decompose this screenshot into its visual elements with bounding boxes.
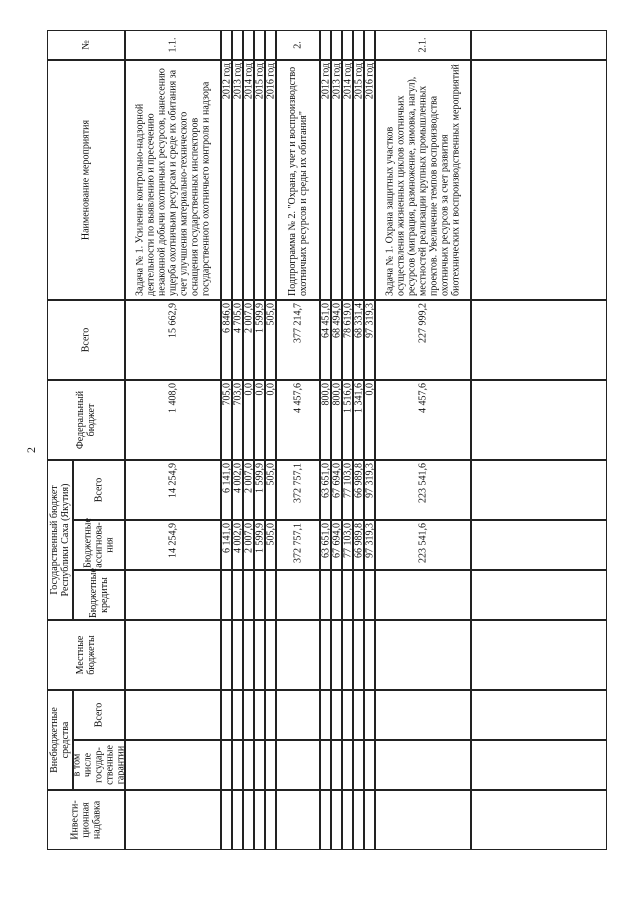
header-off-guarantees: в том числе государ-ственные гарантии — [71, 745, 127, 785]
year-row-total-cell — [364, 300, 375, 380]
year-row-local-cell — [232, 620, 243, 690]
year-row-off-guarantees-cell — [254, 740, 265, 790]
header-name-cell — [47, 60, 125, 300]
row-state-alloc: 14 254,9 — [167, 523, 179, 558]
row-name: Подпрограмма № 2. "Охрана, учет и воспроизводство охотничьих ресурсов и среды их обитания" — [287, 66, 309, 296]
year-row-name: 2012 год — [320, 63, 331, 100]
year-row-federal: 0,0 — [243, 383, 254, 396]
year-row-name: 2016 год — [265, 63, 276, 100]
year-row-federal-cell — [364, 380, 375, 460]
year-row-state-alloc-cell — [342, 520, 353, 570]
empty-off-total-cell — [471, 690, 607, 740]
year-row-total-cell — [353, 300, 364, 380]
year-row-off-guarantees-cell — [342, 740, 353, 790]
year-row-federal-cell — [331, 380, 342, 460]
row-num: 1.1. — [167, 37, 179, 53]
header-off-total: Всего — [93, 702, 105, 728]
year-row-num-cell — [364, 30, 375, 60]
year-row-state-total-cell — [320, 460, 331, 520]
header-state-credits: Бюджетные кредиты — [88, 568, 110, 618]
header-state-total: Всего — [93, 477, 105, 503]
year-row-name-cell — [265, 60, 276, 300]
year-row-state-total: 505,0 — [265, 463, 276, 486]
year-row-local-cell — [342, 620, 353, 690]
header-federal: Федеральный бюджет — [75, 390, 97, 450]
row-investment-cell — [276, 790, 320, 850]
year-row-federal: 800,0 — [331, 383, 342, 406]
row-state-alloc-cell — [125, 520, 221, 570]
year-row-off-total-cell — [342, 690, 353, 740]
year-row-state-total: 4 002,0 — [232, 463, 243, 493]
year-row-state-alloc-cell — [331, 520, 342, 570]
row-state-total: 223 541,6 — [417, 463, 429, 503]
empty-state-credits-cell — [471, 570, 607, 620]
header-federal-cell — [47, 380, 125, 460]
year-row-local-cell — [221, 620, 232, 690]
year-row-state-alloc-cell — [232, 520, 243, 570]
row-name: Задача № 1. Усиление контрольно-надзорной деятельности по выявлению и пресечению незаконной добычи охотничьих ресурсов, нанесению ущерба охотничьим ресурсам и среде их обитания за счет улучшения материально-технического оснащения государственных инспекторов государственного охотничьего контроля и надзора — [134, 68, 212, 296]
year-row-state-credits-cell — [254, 570, 265, 620]
year-row-state-alloc-cell — [243, 520, 254, 570]
year-row-num-cell — [265, 30, 276, 60]
header-state-credits-cell — [73, 570, 125, 620]
row-num-cell — [276, 30, 320, 60]
year-row-local-cell — [243, 620, 254, 690]
year-row-name-cell — [320, 60, 331, 300]
row-local-cell — [375, 620, 471, 690]
row-federal: 4 457,6 — [292, 383, 304, 413]
year-row-num-cell — [243, 30, 254, 60]
year-row-federal-cell — [353, 380, 364, 460]
year-row-off-total-cell — [320, 690, 331, 740]
year-row-off-guarantees-cell — [353, 740, 364, 790]
year-row-federal: 0,0 — [254, 383, 265, 396]
year-row-state-total-cell — [353, 460, 364, 520]
year-row-off-total-cell — [353, 690, 364, 740]
year-row-state-total-cell — [364, 460, 375, 520]
year-row-state-alloc-cell — [265, 520, 276, 570]
year-row-off-total-cell — [331, 690, 342, 740]
year-row-total-cell — [265, 300, 276, 380]
header-name: Наименование мероприятия — [80, 119, 92, 241]
header-num-cell — [47, 30, 125, 60]
year-row-investment-cell — [353, 790, 364, 850]
year-row-state-total-cell — [331, 460, 342, 520]
year-row-state-total: 97 319,3 — [364, 463, 375, 498]
row-off-guarantees-cell — [375, 740, 471, 790]
year-row-state-alloc: 67 694,0 — [331, 523, 342, 558]
year-row-total: 64 451,0 — [320, 303, 331, 338]
year-row-num-cell — [331, 30, 342, 60]
year-row-investment-cell — [320, 790, 331, 850]
year-row-off-guarantees-cell — [221, 740, 232, 790]
row-federal: 4 457,6 — [417, 383, 429, 413]
year-row-federal-cell — [265, 380, 276, 460]
year-row-federal: 1 516,0 — [342, 383, 353, 413]
year-row-name: 2016 год — [364, 63, 375, 100]
header-state: Государственный бюджет Республики Саха (Якутия) — [49, 483, 71, 597]
header-off-total-cell — [73, 690, 125, 740]
year-row-federal: 0,0 — [265, 383, 276, 396]
year-row-name: 2013 год — [232, 63, 243, 100]
year-row-total-cell — [320, 300, 331, 380]
row-state-alloc-cell — [276, 520, 320, 570]
row-name: Задача № 1. Охрана защитных участков осуществления жизненных циклов охотничьих ресурсов (миграция, размножение, зимовка, нагул), местностей реализации крупных промышленных проектов. Увеличение темпов воспроизводства охотничьих ресурсов за счет развития биотехнических и воспроизводственных мероприятий — [384, 64, 462, 296]
row-state-total-cell — [125, 460, 221, 520]
year-row-investment-cell — [331, 790, 342, 850]
row-state-alloc-cell — [375, 520, 471, 570]
year-row-state-credits-cell — [243, 570, 254, 620]
year-row-off-total-cell — [254, 690, 265, 740]
year-row-state-alloc-cell — [320, 520, 331, 570]
year-row-federal: 800,0 — [320, 383, 331, 406]
year-row-name-cell — [342, 60, 353, 300]
empty-name-cell — [471, 60, 607, 300]
row-num-cell — [375, 30, 471, 60]
row-local-cell — [125, 620, 221, 690]
row-off-total-cell — [375, 690, 471, 740]
year-row-federal-cell — [342, 380, 353, 460]
year-row-off-guarantees-cell — [364, 740, 375, 790]
year-row-state-total-cell — [243, 460, 254, 520]
page-number: 2 — [24, 447, 38, 453]
header-investment-cell — [47, 790, 125, 850]
year-row-state-alloc: 6 141,0 — [221, 523, 232, 553]
year-row-investment-cell — [243, 790, 254, 850]
header-offbudget-cell — [47, 690, 73, 790]
year-row-state-alloc: 77 103,0 — [342, 523, 353, 558]
year-row-off-guarantees-cell — [320, 740, 331, 790]
year-row-state-alloc: 505,0 — [265, 523, 276, 546]
year-row-num-cell — [232, 30, 243, 60]
year-row-local-cell — [331, 620, 342, 690]
header-offbudget: Внебюджетные средства — [49, 707, 71, 773]
year-row-total-cell — [243, 300, 254, 380]
year-row-state-total: 1 599,9 — [254, 463, 265, 493]
year-row-state-alloc-cell — [221, 520, 232, 570]
empty-num-cell — [471, 30, 607, 60]
year-row-name-cell — [364, 60, 375, 300]
year-row-investment-cell — [342, 790, 353, 850]
row-total-cell — [276, 300, 320, 380]
year-row-total-cell — [342, 300, 353, 380]
row-state-alloc: 372 757,1 — [292, 523, 304, 563]
year-row-state-credits-cell — [331, 570, 342, 620]
year-row-state-credits-cell — [342, 570, 353, 620]
year-row-total: 78 619,0 — [342, 303, 353, 338]
year-row-num-cell — [353, 30, 364, 60]
row-investment-cell — [125, 790, 221, 850]
row-off-guarantees-cell — [276, 740, 320, 790]
year-row-total-cell — [221, 300, 232, 380]
year-row-state-total-cell — [232, 460, 243, 520]
year-row-investment-cell — [232, 790, 243, 850]
year-row-total: 4 705,0 — [232, 303, 243, 333]
year-row-state-credits-cell — [320, 570, 331, 620]
year-row-off-guarantees-cell — [232, 740, 243, 790]
row-total: 377 214,7 — [292, 303, 304, 343]
year-row-state-total: 6 141,0 — [221, 463, 232, 493]
year-row-name: 2013 год — [331, 63, 342, 100]
header-off-guarantees-cell — [73, 740, 125, 790]
row-off-guarantees-cell — [125, 740, 221, 790]
year-row-name-cell — [221, 60, 232, 300]
row-num-cell — [125, 30, 221, 60]
year-row-num-cell — [320, 30, 331, 60]
year-row-investment-cell — [265, 790, 276, 850]
year-row-name: 2014 год — [342, 63, 353, 100]
year-row-off-guarantees-cell — [265, 740, 276, 790]
header-state-alloc: Бюджетные ассигнова-ния — [82, 518, 116, 568]
row-state-total-cell — [276, 460, 320, 520]
year-row-total-cell — [331, 300, 342, 380]
row-investment-cell — [375, 790, 471, 850]
budget-table — [47, 30, 607, 850]
year-row-total: 1 599,9 — [254, 303, 265, 333]
year-row-total: 97 319,3 — [364, 303, 375, 338]
year-row-name: 2014 год — [243, 63, 254, 100]
year-row-name-cell — [243, 60, 254, 300]
year-row-local-cell — [364, 620, 375, 690]
year-row-federal: 705,0 — [221, 383, 232, 406]
header-investment: Инвести-ционная надбавка — [69, 800, 103, 840]
year-row-off-guarantees-cell — [243, 740, 254, 790]
year-row-state-alloc-cell — [364, 520, 375, 570]
row-state-alloc: 223 541,6 — [417, 523, 429, 563]
row-name-cell — [375, 60, 471, 300]
year-row-name-cell — [353, 60, 364, 300]
year-row-state-alloc: 4 002,0 — [232, 523, 243, 553]
year-row-off-total-cell — [364, 690, 375, 740]
row-state-total-cell — [375, 460, 471, 520]
year-row-total: 6 846,0 — [221, 303, 232, 333]
year-row-federal-cell — [221, 380, 232, 460]
year-row-state-total-cell — [265, 460, 276, 520]
year-row-total: 68 494,0 — [331, 303, 342, 338]
year-row-name-cell — [254, 60, 265, 300]
row-total: 227 999,2 — [417, 303, 429, 343]
year-row-off-total-cell — [265, 690, 276, 740]
row-name-cell — [125, 60, 221, 300]
year-row-name: 2012 год — [221, 63, 232, 100]
row-local-cell — [276, 620, 320, 690]
year-row-total-cell — [232, 300, 243, 380]
year-row-total-cell — [254, 300, 265, 380]
year-row-state-total: 66 989,8 — [353, 463, 364, 498]
year-row-investment-cell — [364, 790, 375, 850]
year-row-local-cell — [265, 620, 276, 690]
year-row-state-total-cell — [342, 460, 353, 520]
year-row-name: 2015 год — [254, 63, 265, 100]
year-row-local-cell — [254, 620, 265, 690]
year-row-state-alloc: 63 651,0 — [320, 523, 331, 558]
year-row-state-total: 77 103,0 — [342, 463, 353, 498]
year-row-federal: 1 341,6 — [353, 383, 364, 413]
header-state-cell — [47, 460, 73, 620]
year-row-federal-cell — [243, 380, 254, 460]
row-off-total-cell — [125, 690, 221, 740]
row-federal-cell — [375, 380, 471, 460]
row-total-cell — [125, 300, 221, 380]
year-row-total: 68 331,4 — [353, 303, 364, 338]
row-state-credits-cell — [276, 570, 320, 620]
row-num: 2.1. — [417, 37, 429, 53]
year-row-off-total-cell — [232, 690, 243, 740]
header-local-cell — [47, 620, 125, 690]
year-row-state-total: 2 007,0 — [243, 463, 254, 493]
empty-total-cell — [471, 300, 607, 380]
year-row-state-total: 63 651,0 — [320, 463, 331, 498]
year-row-state-total-cell — [254, 460, 265, 520]
empty-state-alloc-cell — [471, 520, 607, 570]
year-row-state-alloc-cell — [254, 520, 265, 570]
row-total-cell — [375, 300, 471, 380]
year-row-local-cell — [353, 620, 364, 690]
empty-off-guarantees-cell — [471, 740, 607, 790]
year-row-state-credits-cell — [232, 570, 243, 620]
row-state-total: 14 254,9 — [167, 463, 179, 498]
header-state-total-cell — [73, 460, 125, 520]
header-total-cell — [47, 300, 125, 380]
empty-local-cell — [471, 620, 607, 690]
year-row-total: 505,0 — [265, 303, 276, 326]
row-state-total: 372 757,1 — [292, 463, 304, 503]
empty-investment-cell — [471, 790, 607, 850]
year-row-federal-cell — [254, 380, 265, 460]
year-row-name-cell — [232, 60, 243, 300]
year-row-state-alloc: 2 007,0 — [243, 523, 254, 553]
row-off-total-cell — [276, 690, 320, 740]
year-row-total: 2 007,0 — [243, 303, 254, 333]
row-name-cell — [276, 60, 320, 300]
year-row-state-alloc: 97 319,3 — [364, 523, 375, 558]
year-row-off-guarantees-cell — [331, 740, 342, 790]
year-row-investment-cell — [221, 790, 232, 850]
year-row-state-total: 67 694,0 — [331, 463, 342, 498]
year-row-federal: 703,0 — [232, 383, 243, 406]
row-state-credits-cell — [125, 570, 221, 620]
row-federal-cell — [276, 380, 320, 460]
row-total: 15 662,9 — [167, 303, 179, 338]
year-row-federal: 0,0 — [364, 383, 375, 396]
header-num: № — [80, 40, 92, 50]
year-row-federal-cell — [232, 380, 243, 460]
year-row-name-cell — [331, 60, 342, 300]
year-row-name: 2015 год — [353, 63, 364, 100]
year-row-state-credits-cell — [353, 570, 364, 620]
year-row-num-cell — [342, 30, 353, 60]
header-state-alloc-cell — [73, 520, 125, 570]
year-row-num-cell — [221, 30, 232, 60]
row-num: 2. — [292, 41, 304, 49]
year-row-investment-cell — [254, 790, 265, 850]
year-row-state-total-cell — [221, 460, 232, 520]
row-federal: 1 408,0 — [167, 383, 179, 413]
year-row-state-credits-cell — [364, 570, 375, 620]
year-row-state-alloc: 66 989,8 — [353, 523, 364, 558]
row-state-credits-cell — [375, 570, 471, 620]
year-row-off-total-cell — [221, 690, 232, 740]
empty-state-total-cell — [471, 460, 607, 520]
year-row-state-alloc: 1 599,9 — [254, 523, 265, 553]
year-row-state-credits-cell — [221, 570, 232, 620]
year-row-state-alloc-cell — [353, 520, 364, 570]
row-federal-cell — [125, 380, 221, 460]
header-total: Всего — [80, 327, 92, 353]
year-row-federal-cell — [320, 380, 331, 460]
year-row-state-credits-cell — [265, 570, 276, 620]
empty-federal-cell — [471, 380, 607, 460]
year-row-local-cell — [320, 620, 331, 690]
year-row-off-total-cell — [243, 690, 254, 740]
year-row-num-cell — [254, 30, 265, 60]
header-local: Местные бюджеты — [75, 635, 97, 675]
